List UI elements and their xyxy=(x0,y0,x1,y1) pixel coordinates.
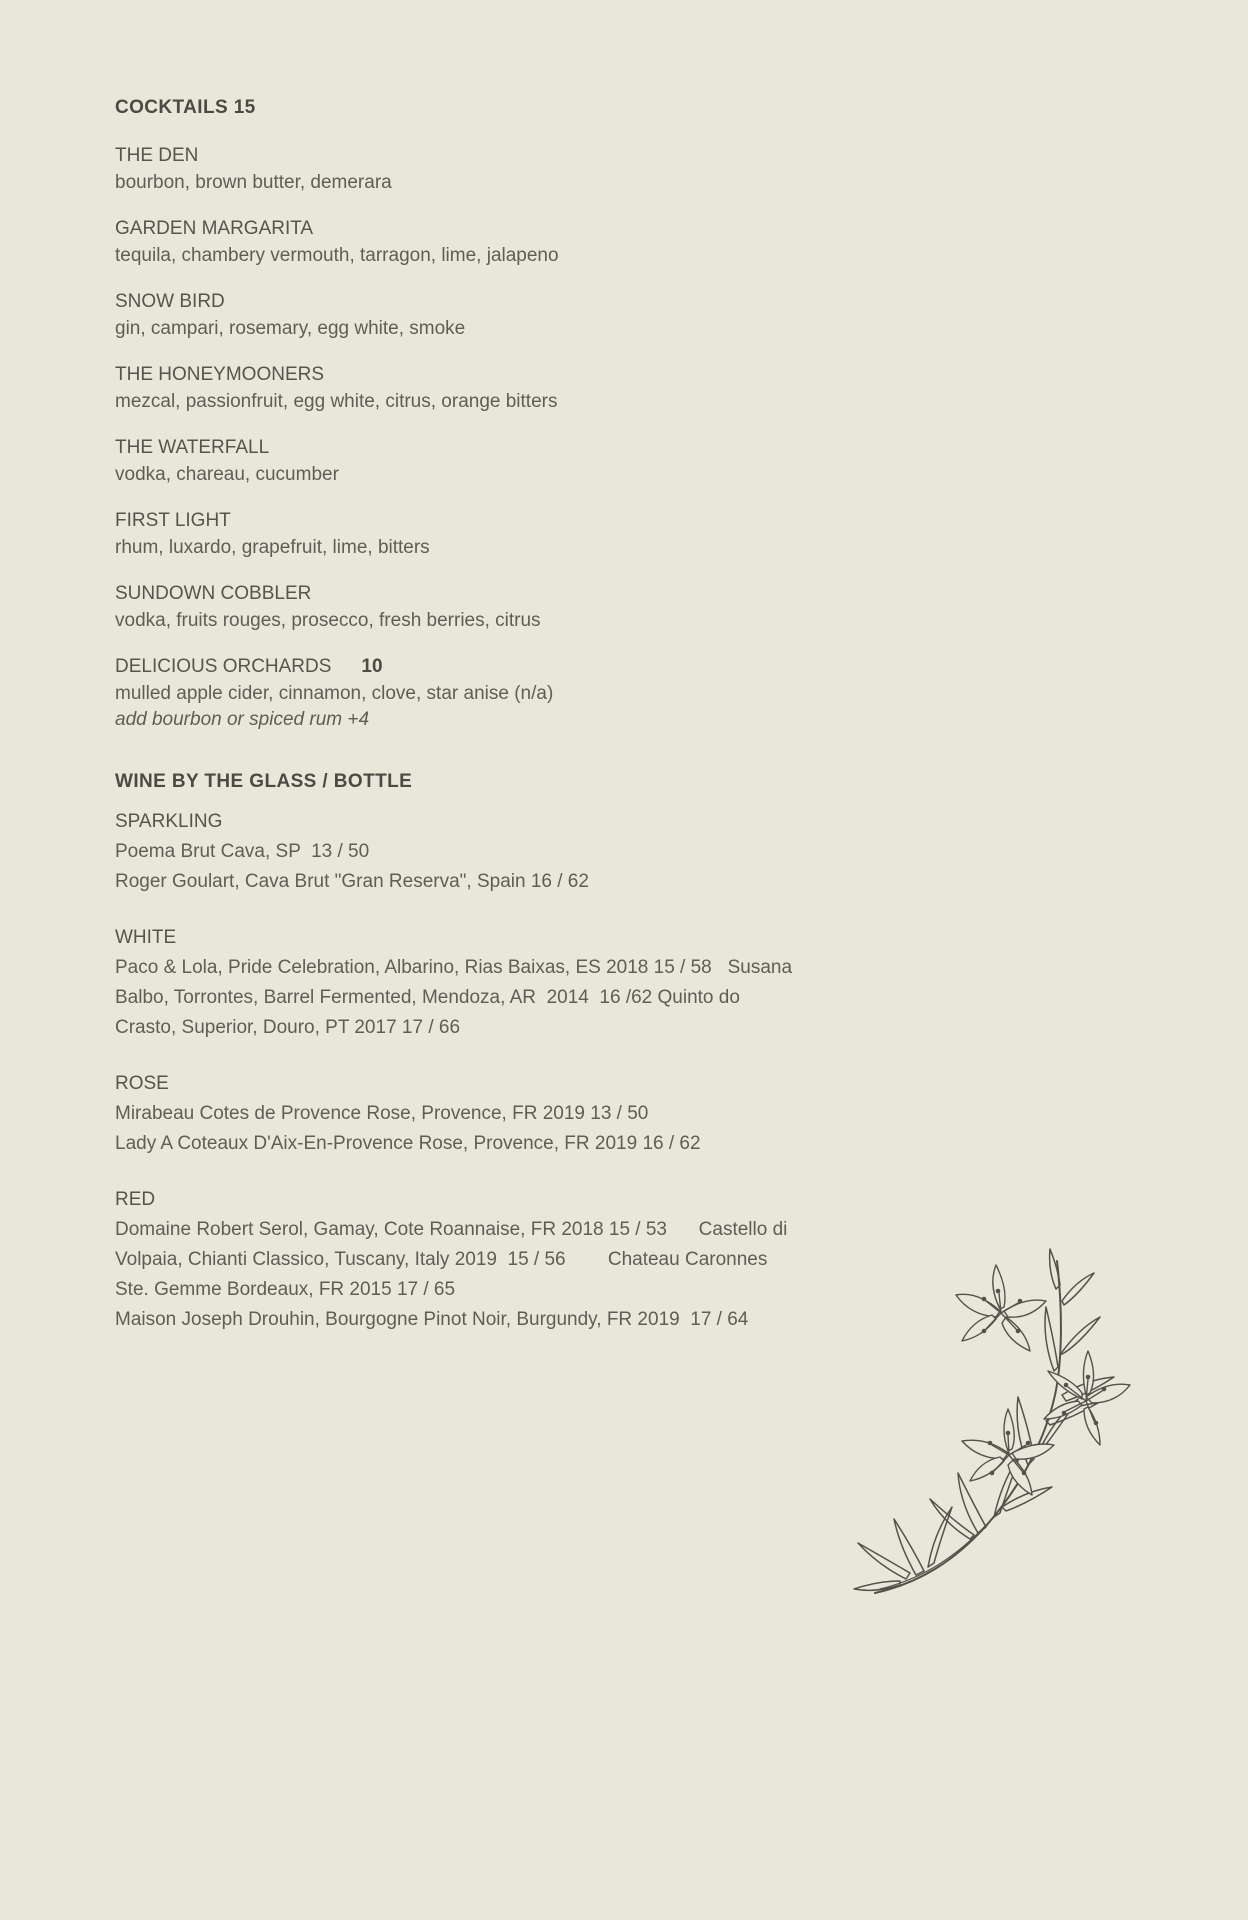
cocktail-name: DELICIOUS ORCHARDS xyxy=(115,656,332,677)
rosemary-sprig-illustration xyxy=(850,1245,1150,1610)
cocktail-name: SUNDOWN COBBLER xyxy=(115,583,312,604)
cocktail-ingredients: bourbon, brown butter, demerara xyxy=(115,171,392,193)
cocktail-item xyxy=(115,508,835,561)
wine-category-label: WHITE xyxy=(115,926,177,948)
cocktail-name-row xyxy=(115,508,835,535)
cocktail-name-row xyxy=(115,289,835,316)
cocktail-price: 10 xyxy=(361,656,383,677)
cocktail-item xyxy=(115,289,835,342)
cocktail-name-row xyxy=(115,654,835,681)
wine-list-line: Lady A Coteaux D'Aix-En-Provence Rose, Provence, FR 2019 16 / 62 xyxy=(115,1132,701,1154)
cocktail-item xyxy=(115,654,835,734)
cocktail-name-row xyxy=(115,216,835,243)
cocktail-name-row xyxy=(115,143,835,170)
cocktail-ingredients: mulled apple cider, cinnamon, clove, star anise (n/a) xyxy=(115,682,554,704)
wine-list-line: Maison Joseph Drouhin, Bourgogne Pinot Noir, Burgundy, FR 2019 17 / 64 xyxy=(115,1308,749,1330)
cocktail-name: THE DEN xyxy=(115,145,199,166)
wine-list-line: Crasto, Superior, Douro, PT 2017 17 / 66 xyxy=(115,1016,461,1038)
wine-list-line: Poema Brut Cava, SP 13 / 50 xyxy=(115,840,370,862)
wine-list-line: Roger Goulart, Cava Brut "Gran Reserva", Spain 16 / 62 xyxy=(115,870,589,892)
menu-content xyxy=(115,96,835,1361)
cocktail-name-row xyxy=(115,581,835,608)
cocktail-list xyxy=(115,143,835,734)
wine-section xyxy=(115,807,835,897)
cocktail-item xyxy=(115,362,835,415)
cocktail-name: GARDEN MARGARITA xyxy=(115,218,314,239)
cocktail-name: THE HONEYMOONERS xyxy=(115,364,325,385)
cocktail-name-row xyxy=(115,362,835,389)
wine-list-line: Paco & Lola, Pride Celebration, Albarino, Rias Baixas, ES 2018 15 / 58 Susana xyxy=(115,956,793,978)
wine-category-label: ROSE xyxy=(115,1072,169,1094)
wine-section xyxy=(115,1185,835,1335)
cocktail-item xyxy=(115,143,835,196)
wine-list-line: Mirabeau Cotes de Provence Rose, Provence, FR 2019 13 / 50 xyxy=(115,1102,649,1124)
wine-section xyxy=(115,1069,835,1159)
wine-list-line: Ste. Gemme Bordeaux, FR 2015 17 / 65 xyxy=(115,1278,456,1300)
cocktail-name: FIRST LIGHT xyxy=(115,510,231,531)
cocktail-name: THE WATERFALL xyxy=(115,437,270,458)
cocktail-name-row xyxy=(115,435,835,462)
wine-section xyxy=(115,770,835,1335)
cocktail-ingredients: rhum, luxardo, grapefruit, lime, bitters xyxy=(115,536,430,558)
cocktail-ingredients: vodka, fruits rouges, prosecco, fresh berries, citrus xyxy=(115,609,541,631)
wine-list-line: Balbo, Torrontes, Barrel Fermented, Mendoza, AR 2014 16 /62 Quinto do xyxy=(115,986,740,1008)
wine-category-label: SPARKLING xyxy=(115,810,223,832)
wine-heading: WINE BY THE GLASS / BOTTLE xyxy=(115,770,413,792)
cocktails-section xyxy=(115,96,835,734)
cocktail-item xyxy=(115,581,835,634)
cocktail-note: add bourbon or spiced rum +4 xyxy=(115,709,370,730)
cocktail-item xyxy=(115,435,835,488)
cocktails-heading: COCKTAILS 15 xyxy=(115,97,256,118)
wine-list-line: Volpaia, Chianti Classico, Tuscany, Italy 2019 15 / 56 Chateau Caronnes xyxy=(115,1248,768,1270)
cocktail-ingredients: mezcal, passionfruit, egg white, citrus, orange bitters xyxy=(115,390,558,412)
cocktail-ingredients: gin, campari, rosemary, egg white, smoke xyxy=(115,317,466,339)
cocktail-ingredients: tequila, chambery vermouth, tarragon, lime, jalapeno xyxy=(115,244,559,266)
wine-list-line: Domaine Robert Serol, Gamay, Cote Roannaise, FR 2018 15 / 53 Castello di xyxy=(115,1218,788,1240)
wine-section-list xyxy=(115,807,835,1335)
cocktail-name: SNOW BIRD xyxy=(115,291,225,312)
cocktail-ingredients: vodka, chareau, cucumber xyxy=(115,463,339,485)
cocktail-item xyxy=(115,216,835,269)
wine-section xyxy=(115,923,835,1043)
wine-category-label: RED xyxy=(115,1188,156,1210)
